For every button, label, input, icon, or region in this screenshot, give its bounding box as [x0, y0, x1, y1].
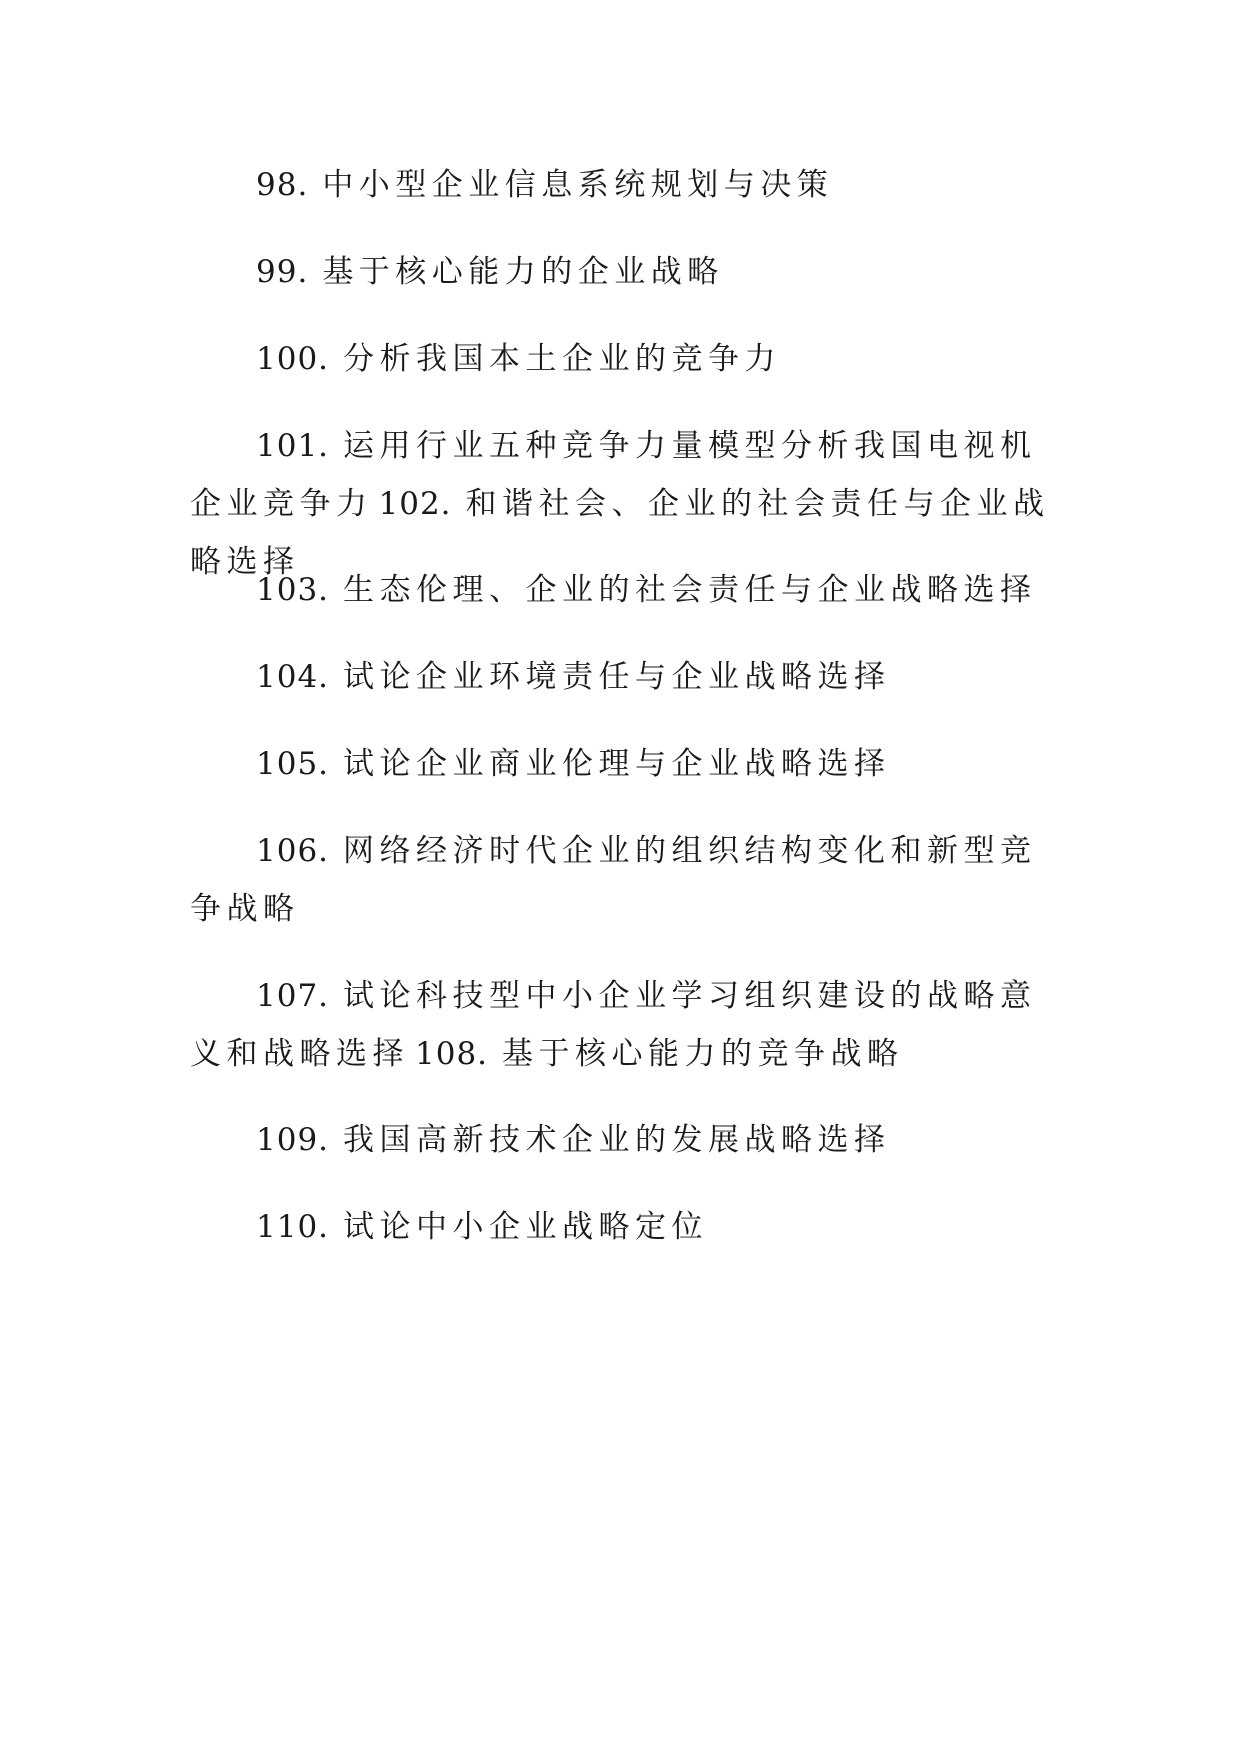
item-number: 100.	[256, 341, 330, 377]
list-item	[190, 1198, 1050, 1256]
item-text: 试论科技型中小企业学习组织建设的战略意义和战略选择	[190, 978, 1037, 1072]
item-text: 生态伦理、企业的社会责任与企业战略选择	[343, 572, 1037, 608]
item-number: 109.	[256, 1122, 330, 1158]
item-text: 试论企业商业伦理与企业战略选择	[343, 746, 891, 782]
item-number: 104.	[256, 659, 330, 695]
list-item	[190, 330, 1050, 388]
item-number: 99.	[256, 254, 309, 290]
item-number: 110.	[256, 1209, 330, 1245]
item-number: 108.	[415, 1036, 489, 1072]
list-item	[190, 822, 1050, 938]
item-number: 102.	[378, 486, 452, 522]
item-text: 分析我国本土企业的竞争力	[343, 341, 782, 377]
item-number: 103.	[256, 572, 330, 608]
item-text: 我国高新技术企业的发展战略选择	[343, 1122, 891, 1158]
item-number: 101.	[256, 428, 330, 464]
list-item	[190, 243, 1050, 301]
list-item	[190, 561, 1050, 619]
list-item	[190, 156, 1050, 214]
list-item	[190, 1111, 1050, 1169]
item-number: 107.	[256, 978, 330, 1014]
item-text: 网络经济时代企业的组织结构变化和新型竞争战略	[190, 833, 1037, 927]
item-text: 和谐社会、企业的社会责任与企业战略选择	[190, 486, 1050, 580]
item-number: 98.	[256, 167, 309, 203]
item-text: 运用行业五种竞争力量模型分析我国电视机企业竞争力	[190, 428, 1037, 522]
item-text: 基于核心能力的竞争战略	[502, 1036, 904, 1072]
item-text: 基于核心能力的企业战略	[322, 254, 724, 290]
item-text: 中小型企业信息系统规划与决策	[322, 167, 834, 203]
item-number: 106.	[256, 833, 330, 869]
list-item	[190, 648, 1050, 706]
item-number: 105.	[256, 746, 330, 782]
item-text: 试论中小企业战略定位	[343, 1209, 709, 1245]
list-item	[190, 967, 1050, 1083]
list-item	[190, 735, 1050, 793]
item-text: 试论企业环境责任与企业战略选择	[343, 659, 891, 695]
